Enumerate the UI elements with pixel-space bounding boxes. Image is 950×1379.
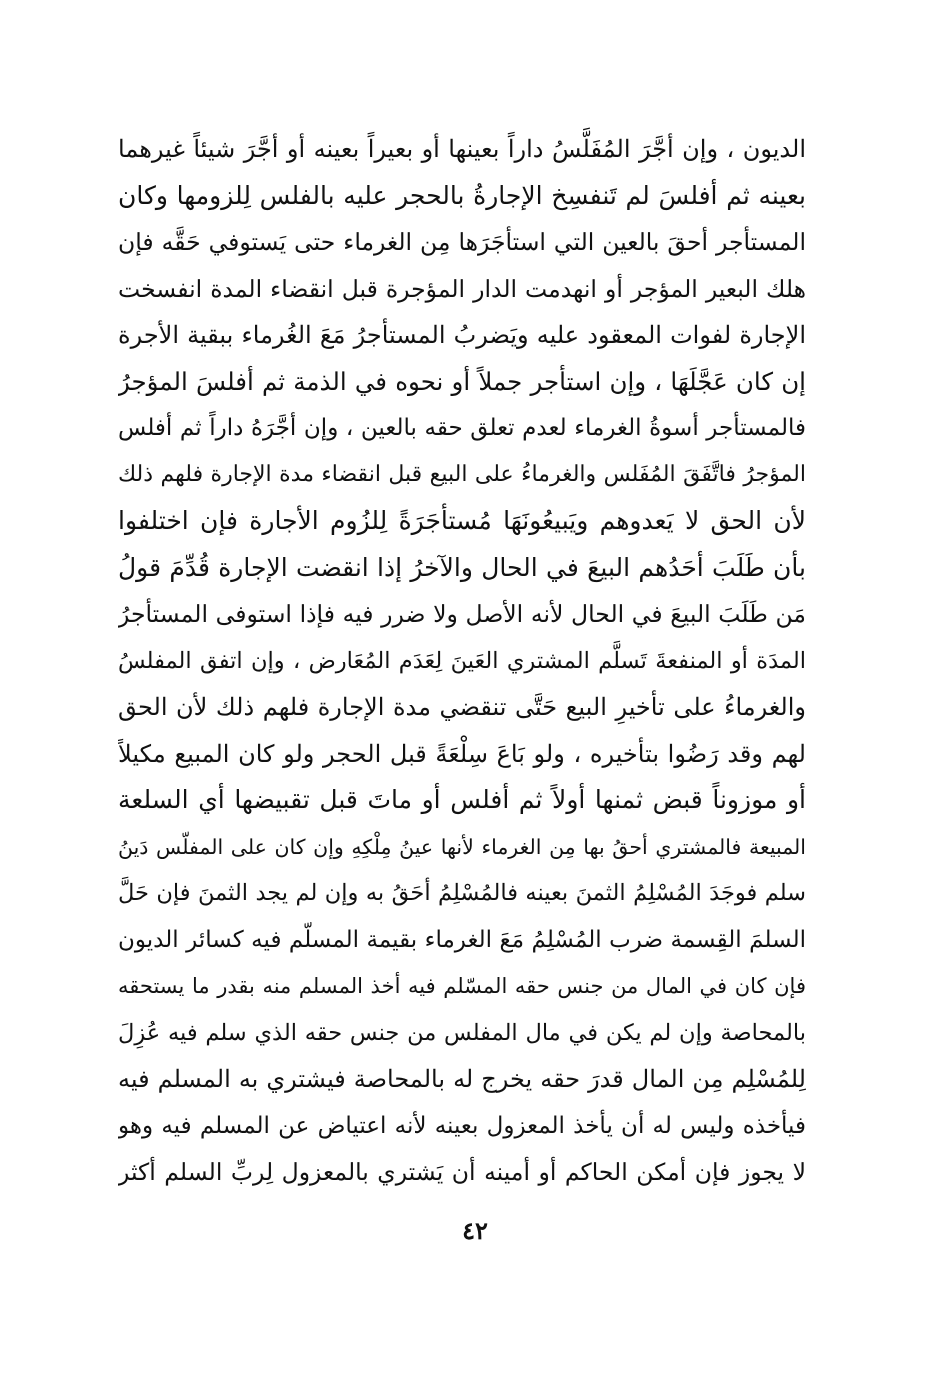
- text-line: بعينه ثم أفلسَ لم تَنفسِخ الإجارةُ بالحجر عليه بالفلس لِلزومها وكان: [118, 180, 806, 210]
- text-line: الديون ، وإن أجَّرَ المُفَلَّسُ داراً بعينها أو بعيراً بعينه أو أجَّرَ شيئاً غيرهما: [118, 135, 806, 163]
- text-line: لهم وقد رَضُوا بتأخيره ، ولو بَاعَ سِلْعَةً قبل الحجر ولو كان المبيع مكيلاً: [118, 739, 806, 768]
- text-line: فالمستأجر أسوةُ الغرماء لعدم تعلق حقه بالعين ، وإن أجَّرَهُ داراً ثم أفلس: [118, 415, 806, 441]
- text-line: السلمَ القِسمة ضرب المُسْلِمُ مَعَ الغرماء بقيمة المسلّم فيه كسائر الديون: [118, 926, 806, 953]
- text-line: لا يجوز فإن أمكن الحاكم أو أمينه أن يَشتري بالمعزول لِربِّ السلم أكثر: [118, 1158, 806, 1186]
- text-line: سلم فوجَدَ المُسْلِمُ الثمنَ بعينه فالمُسْلِمُ أحَقُ به وإن لم يجد الثمنَ فإن حَلَّ: [118, 880, 806, 906]
- text-line: لِلمُسْلِم مِن المال قدرَ حقه يخرج له بالمحاصة فيشتري به المسلم فيه: [118, 1065, 806, 1093]
- page-number: ٤٢: [462, 1216, 488, 1245]
- text-line: أو موزوناً قبض ثمنها أولاً ثم أفلس أو ماتَ قبل تقبيضها أي السلعة: [118, 785, 806, 814]
- text-line: المستأجر أحقَ بالعين التي استأجَرَها مِن الغرماء حتى يَستوفي حَقَّه فإن: [118, 228, 806, 256]
- text-line: بالمحاصة وإن لم يكن في مال المفلس من جنس حقه الذي سلم فيه عُزِلَ: [118, 1019, 806, 1046]
- text-line: إن كان عَجَّلَهَا ، وإن استأجر جملاً أو نحوه في الذمة ثم أفلسَ المؤجرُ: [118, 366, 806, 396]
- body-text: [118, 126, 806, 1196]
- text-line: فإن كان في المال من جنس حقه المسّلم فيه أخذ المسلم منه بقدر ما يستحقه: [118, 974, 806, 998]
- text-line: مَن طَلَبَ البيعَ في الحال لأنه الأصل ولا ضرر فيه فإذا استوفى المستأجرُ: [118, 600, 806, 628]
- text-line: لأن الحق لا يَعدوهم ويَبيعُونَهَا مُستأجَرَةً لِلزُوم الأجارة فإن اختلفوا: [118, 506, 806, 535]
- text-line: المبيعة فالمشتري أحقُ بها مِن الغرماء لأنها عينُ مِلْكِهِ وإن كان على المفلّس دَينُ: [118, 834, 806, 859]
- text-line: الإجارة لفوات المعقود عليه ويَضربُ المستأجرُ مَعَ الغُرماء ببقية الأجرة: [118, 321, 806, 349]
- text-line: المؤجرُ فاتَّفَقَ المُفَلس والغرماءُ على البيع قبل انقضاء مدة الإجارة فلهم ذلك: [118, 461, 806, 487]
- text-line: والغرماءُ على تأخيرِ البيع حَتَّى تنقضي مدة الإجارة فلهم ذلك لأن الحق: [118, 693, 806, 721]
- text-line: فيأخذه وليس له أن يأخذ المعزول بعينه لأنه اعتياض عن المسلم فيه وهو: [118, 1112, 806, 1139]
- text-line: المدَة أو المنفعةَ تَسلَّم المشتري العَينَ لِعَدَم المُعَارض ، وإن اتفق المفلسُ: [118, 647, 806, 674]
- text-line: هلك البعير المؤجر أو انهدمت الدار المؤجرة قبل انقضاء المدة انفسخت: [118, 274, 806, 303]
- text-line: بأن طَلَبَ أحَدُهم البيعَ في الحال والآخرُ إذا انقضت الإجارة قُدِّمَ قولُ: [118, 552, 806, 582]
